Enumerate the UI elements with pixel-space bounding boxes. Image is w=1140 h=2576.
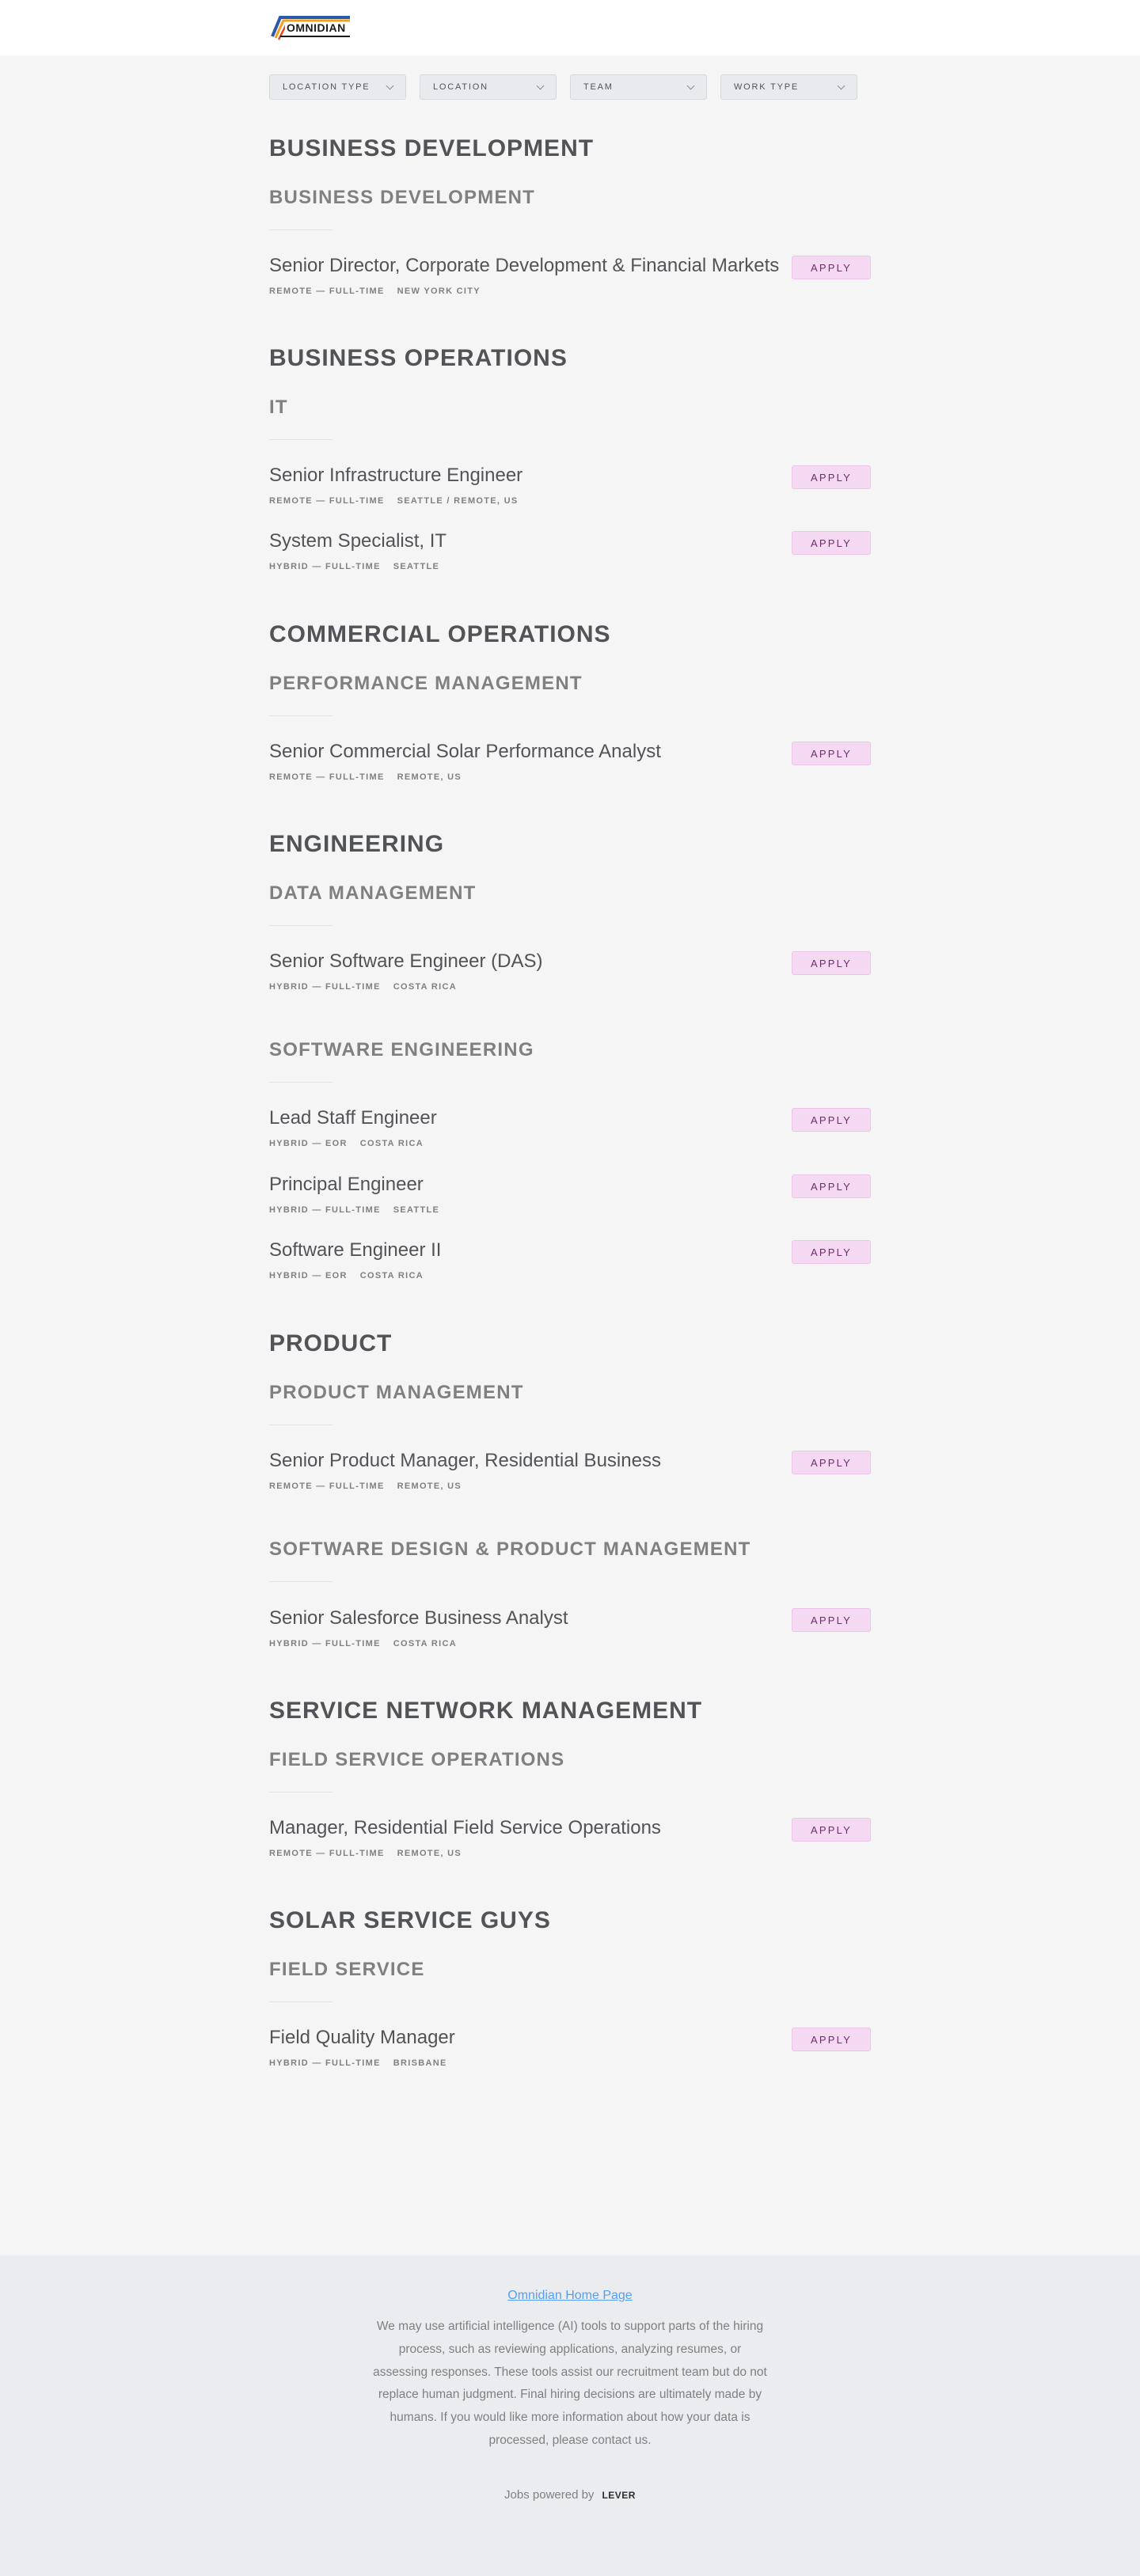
svg-text:OMNIDIAN: OMNIDIAN bbox=[287, 21, 346, 34]
job-title-link[interactable]: Field Quality Manager bbox=[269, 2027, 455, 2048]
job-meta bbox=[269, 1271, 436, 1280]
divider bbox=[269, 1082, 332, 1083]
job-meta bbox=[269, 1205, 452, 1215]
filter-team[interactable] bbox=[570, 74, 707, 100]
job-meta bbox=[269, 496, 531, 506]
department-heading: BUSINESS OPERATIONS bbox=[269, 345, 568, 371]
job-meta bbox=[269, 772, 474, 782]
job-location: REMOTE, US bbox=[397, 1481, 462, 1491]
chevron-down-icon bbox=[537, 82, 545, 89]
job-posting bbox=[269, 1448, 871, 1499]
filter-label: WORK TYPE bbox=[734, 82, 800, 92]
job-posting bbox=[269, 1172, 871, 1223]
filter-location[interactable] bbox=[420, 74, 557, 100]
filter-label: LOCATION TYPE bbox=[283, 82, 370, 92]
job-commitment: REMOTE — FULL-TIME bbox=[269, 1481, 385, 1491]
chevron-down-icon bbox=[386, 82, 394, 89]
job-posting bbox=[269, 1815, 871, 1866]
job-title-link[interactable]: Manager, Residential Field Service Operations bbox=[269, 1817, 661, 1838]
team-heading: PERFORMANCE MANAGEMENT bbox=[269, 673, 583, 694]
job-title-link[interactable]: System Specialist, IT bbox=[269, 530, 447, 552]
job-meta bbox=[269, 2058, 460, 2068]
job-posting bbox=[269, 1106, 871, 1156]
job-commitment: HYBRID — EOR bbox=[269, 1139, 348, 1148]
job-posting bbox=[269, 949, 871, 1000]
department-heading: SOLAR SERVICE GUYS bbox=[269, 1907, 551, 1933]
job-title-link[interactable]: Senior Salesforce Business Analyst bbox=[269, 1607, 568, 1629]
job-meta bbox=[269, 1139, 436, 1148]
department-heading: ENGINEERING bbox=[269, 831, 445, 857]
apply-button[interactable]: APPLY bbox=[792, 531, 871, 555]
job-meta bbox=[269, 982, 469, 992]
team-heading: FIELD SERVICE bbox=[269, 1959, 425, 1980]
department-heading: BUSINESS DEVELOPMENT bbox=[269, 135, 595, 161]
job-commitment: REMOTE — FULL-TIME bbox=[269, 286, 385, 296]
job-title-link[interactable]: Lead Staff Engineer bbox=[269, 1107, 437, 1129]
job-posting bbox=[269, 1606, 871, 1656]
department-heading: SERVICE NETWORK MANAGEMENT bbox=[269, 1698, 703, 1724]
filter-bar bbox=[269, 74, 857, 100]
job-posting bbox=[269, 2025, 871, 2076]
ai-disclaimer: We may use artificial intelligence (AI) tools to support parts of the hiring process, such as reviewing applications, analyzing resumes, or assessing responses. These tools assist our recruitment team but do not replace human judgment. Final hiring decisions are ultimately made by humans. If you would like more information about how your data is processed, please contact us. bbox=[373, 2320, 767, 2447]
job-commitment: REMOTE — FULL-TIME bbox=[269, 772, 385, 782]
job-commitment: HYBRID — EOR bbox=[269, 1271, 348, 1280]
job-posting bbox=[269, 463, 871, 514]
job-location: REMOTE, US bbox=[397, 1849, 462, 1858]
team-heading: SOFTWARE ENGINEERING bbox=[269, 1039, 534, 1060]
apply-button[interactable]: APPLY bbox=[792, 256, 871, 279]
page-footer bbox=[0, 2255, 1140, 2576]
apply-button[interactable]: APPLY bbox=[792, 1608, 871, 1632]
job-posting bbox=[269, 1238, 871, 1288]
job-commitment: HYBRID — FULL-TIME bbox=[269, 1639, 381, 1648]
apply-button[interactable]: APPLY bbox=[792, 2028, 871, 2051]
team-heading: FIELD SERVICE OPERATIONS bbox=[269, 1749, 565, 1770]
job-location: COSTA RICA bbox=[393, 982, 457, 992]
apply-button[interactable]: APPLY bbox=[792, 742, 871, 765]
job-location: REMOTE, US bbox=[397, 772, 462, 782]
job-title-link[interactable]: Senior Infrastructure Engineer bbox=[269, 465, 523, 486]
filter-label: TEAM bbox=[583, 82, 614, 92]
apply-button[interactable]: APPLY bbox=[792, 951, 871, 975]
divider bbox=[269, 2001, 332, 2002]
apply-button[interactable]: APPLY bbox=[792, 1108, 871, 1132]
job-posting bbox=[269, 529, 871, 579]
apply-button[interactable]: APPLY bbox=[792, 1240, 871, 1264]
home-page-link[interactable]: Omnidian Home Page bbox=[507, 2289, 633, 2302]
team-heading: SOFTWARE DESIGN & PRODUCT MANAGEMENT bbox=[269, 1538, 751, 1560]
page-header bbox=[0, 0, 1140, 55]
apply-button[interactable]: APPLY bbox=[792, 1174, 871, 1198]
job-title-link[interactable]: Senior Software Engineer (DAS) bbox=[269, 950, 543, 972]
filter-work-type[interactable] bbox=[720, 74, 857, 100]
lever-logo[interactable]: LEVER bbox=[602, 2489, 636, 2501]
job-meta bbox=[269, 1849, 474, 1858]
filter-location-type[interactable] bbox=[269, 74, 406, 100]
job-location: COSTA RICA bbox=[393, 1639, 457, 1648]
job-commitment: REMOTE — FULL-TIME bbox=[269, 496, 385, 506]
job-commitment: HYBRID — FULL-TIME bbox=[269, 1205, 381, 1215]
apply-button[interactable]: APPLY bbox=[792, 465, 871, 489]
team-heading: BUSINESS DEVELOPMENT bbox=[269, 187, 536, 208]
apply-button[interactable]: APPLY bbox=[792, 1451, 871, 1474]
job-location: NEW YORK CITY bbox=[397, 286, 481, 296]
job-commitment: REMOTE — FULL-TIME bbox=[269, 1849, 385, 1858]
department-heading: COMMERCIAL OPERATIONS bbox=[269, 621, 611, 647]
filter-label: LOCATION bbox=[433, 82, 488, 92]
job-location: BRISBANE bbox=[393, 2058, 447, 2068]
job-commitment: HYBRID — FULL-TIME bbox=[269, 2058, 381, 2068]
powered-by-text: Jobs powered by bbox=[504, 2488, 595, 2502]
department-heading: PRODUCT bbox=[269, 1330, 393, 1356]
team-heading: PRODUCT MANAGEMENT bbox=[269, 1382, 524, 1403]
divider bbox=[269, 715, 332, 716]
divider bbox=[269, 1581, 332, 1582]
powered-by bbox=[0, 2488, 1140, 2502]
divider bbox=[269, 1792, 332, 1793]
job-location: SEATTLE bbox=[393, 562, 440, 571]
omnidian-logo[interactable] bbox=[269, 13, 353, 41]
job-meta bbox=[269, 286, 493, 296]
job-title-link[interactable]: Senior Director, Corporate Development & Financial Markets bbox=[269, 255, 780, 276]
job-location: SEATTLE bbox=[393, 1205, 440, 1215]
job-location: SEATTLE / REMOTE, US bbox=[397, 496, 519, 506]
job-title-link[interactable]: Senior Commercial Solar Performance Analyst bbox=[269, 741, 661, 762]
job-commitment: HYBRID — FULL-TIME bbox=[269, 982, 381, 992]
divider bbox=[269, 439, 332, 440]
job-title-link[interactable]: Principal Engineer bbox=[269, 1174, 424, 1195]
job-posting bbox=[269, 739, 871, 790]
team-heading: DATA MANAGEMENT bbox=[269, 882, 477, 904]
job-meta bbox=[269, 1481, 474, 1491]
chevron-down-icon bbox=[838, 82, 846, 89]
job-commitment: HYBRID — FULL-TIME bbox=[269, 562, 381, 571]
job-meta bbox=[269, 1639, 469, 1648]
job-title-link[interactable]: Senior Product Manager, Residential Business bbox=[269, 1450, 661, 1471]
job-location: COSTA RICA bbox=[359, 1271, 424, 1280]
divider bbox=[269, 925, 332, 926]
job-title-link[interactable]: Software Engineer II bbox=[269, 1239, 442, 1261]
apply-button[interactable]: APPLY bbox=[792, 1818, 871, 1842]
team-heading: IT bbox=[269, 396, 288, 418]
chevron-down-icon bbox=[687, 82, 695, 89]
job-meta bbox=[269, 562, 452, 571]
job-location: COSTA RICA bbox=[359, 1139, 424, 1148]
job-posting bbox=[269, 253, 871, 304]
